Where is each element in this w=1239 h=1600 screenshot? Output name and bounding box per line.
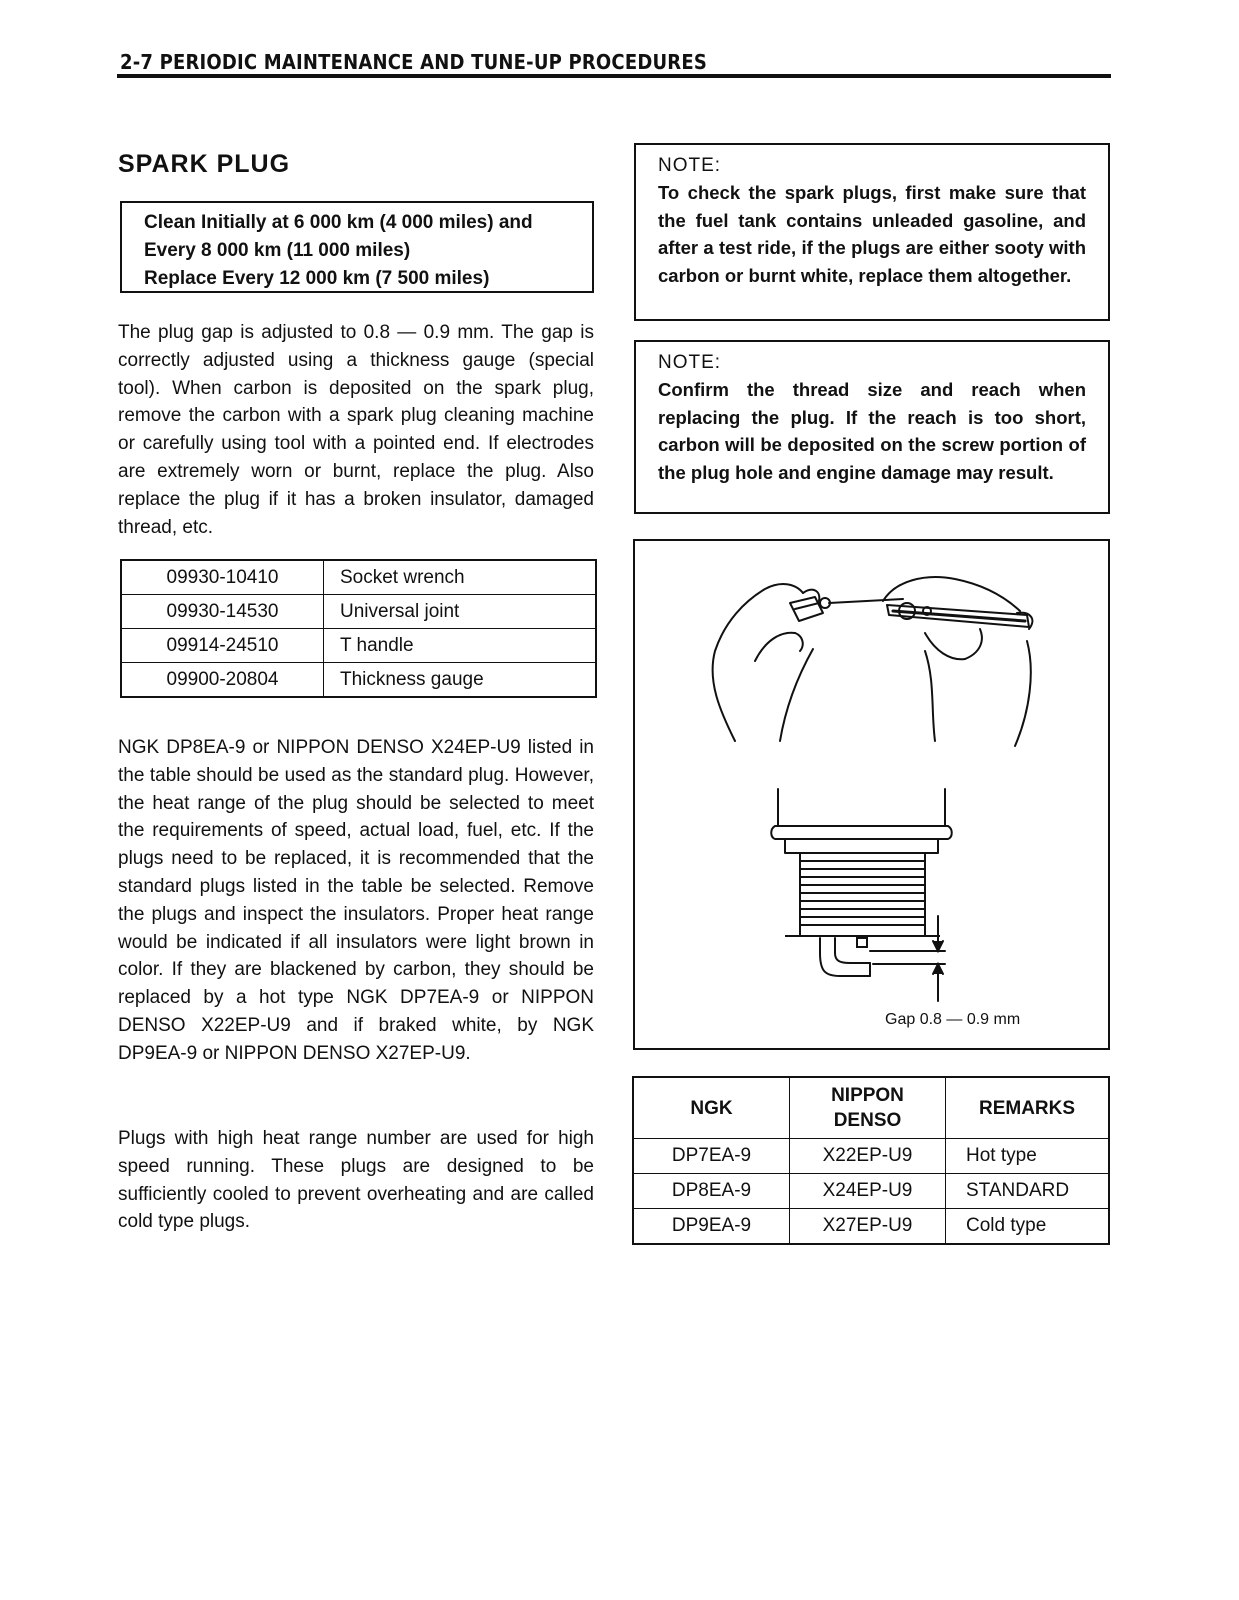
tool-name: T handle (324, 629, 597, 663)
ground-electrode (820, 938, 870, 976)
denso-cell: X24EP-U9 (790, 1174, 946, 1209)
schedule-line: Replace Every 12 000 km (7 500 miles) (144, 268, 490, 289)
header-remarks: REMARKS (946, 1077, 1110, 1139)
denso-cell: X27EP-U9 (790, 1209, 946, 1245)
tool-code: 09930-10410 (121, 560, 324, 595)
left-hand-outline (713, 584, 803, 741)
center-electrode (857, 938, 867, 947)
tool-name: Thickness gauge (324, 663, 597, 698)
table-header-row (633, 1077, 1109, 1139)
denso-cell: X22EP-U9 (790, 1139, 946, 1174)
standard-plug-paragraph: NGK DP8EA-9 or NIPPON DENSO X24EP-U9 listed in the table should be used as the standard plug. However, the heat range of the plug should be selected to meet the requirements of speed, actual load, fuel, etc. If the plugs need to be replaced, it is recommended that the standard plugs listed in the table be selected. Remove the plugs and inspect the insulators. Proper heat range would be indicated if all insulators were light brown in color. If they are blackened by carbon, they should be replaced by a hot type NGK DP7EA-9 or NIPPON DENSO X22EP-U9 and if braked white, by NGK DP9EA-9 or NIPPON DENSO X27EP-U9. (118, 737, 594, 1064)
schedule-line: Clean Initially at 6 000 km (4 000 miles) and (144, 212, 533, 233)
header-nippon-denso (790, 1077, 946, 1139)
table-row (121, 595, 596, 629)
remarks-cell: STANDARD (946, 1174, 1110, 1209)
note-text: To check the spark plugs, first make sure that the fuel tank contains unleaded gasoline, and after a test ride, if the plugs are either sooty with carbon or burnt white, replace them altogether. (658, 182, 1086, 286)
header-rule (117, 74, 1111, 78)
table-row (121, 629, 596, 663)
page-header-title: 2-7 PERIODIC MAINTENANCE AND TUNE-UP PROCEDURES (120, 50, 707, 74)
header-denso-line: DENSO (833, 1110, 902, 1131)
note-label: NOTE: (658, 155, 722, 176)
section-heading: SPARK PLUG (118, 150, 291, 178)
note-box-thread-size (634, 340, 1110, 514)
ngk-cell: DP8EA-9 (633, 1174, 790, 1209)
tool-code: 09930-14530 (121, 595, 324, 629)
schedule-line: Every 8 000 km (11 000 miles) (144, 240, 411, 261)
note-box-fuel-check (634, 143, 1110, 321)
remarks-cell: Cold type (946, 1209, 1110, 1245)
table-row (633, 1174, 1109, 1209)
spark-plug-gap-figure (633, 539, 1110, 1050)
gap-adjustment-paragraph: The plug gap is adjusted to 0.8 — 0.9 mm. The gap is correctly adjusted using a thickness gauge (special tool). When carbon is deposited on the spark plug, remove the carbon with a spark plug cleaning machine or carefully using tool with a pointed end. If electrodes are extremely worn or burnt, replace the plug. Also replace the plug if it has a broken insulator, damaged thread, etc. (118, 322, 594, 538)
heat-range-paragraph: Plugs with high heat range number are used for high speed running. These plugs are designed to be sufficiently cooled to prevent overheating and are called cold type plugs. (118, 1128, 594, 1233)
note-text: Confirm the thread size and reach when replacing the plug. If the reach is too short, carbon will be deposited on the screw portion of the plug hole and engine damage may result. (658, 379, 1086, 483)
maintenance-schedule-box (120, 201, 594, 293)
tool-code: 09900-20804 (121, 663, 324, 698)
spark-plug-heat-range-table (632, 1076, 1110, 1245)
table-row (121, 663, 596, 698)
gap-label: Gap 0.8 — 0.9 mm (885, 1011, 1021, 1028)
header-ngk: NGK (633, 1077, 790, 1139)
table-row (633, 1209, 1109, 1245)
tool-name: Universal joint (324, 595, 597, 629)
tool-name: Socket wrench (324, 560, 597, 595)
special-tools-table (120, 559, 597, 698)
spark-plug-illustration (635, 541, 1108, 1048)
table-row (633, 1139, 1109, 1174)
plug-threads (785, 861, 940, 936)
table-row (121, 560, 596, 595)
tool-code: 09914-24510 (121, 629, 324, 663)
remarks-cell: Hot type (946, 1139, 1110, 1174)
note-label: NOTE: (658, 352, 722, 373)
feeler-gauge (829, 599, 903, 603)
ngk-cell: DP7EA-9 (633, 1139, 790, 1174)
header-nippon-line: NIPPON (831, 1085, 904, 1106)
ngk-cell: DP9EA-9 (633, 1209, 790, 1245)
